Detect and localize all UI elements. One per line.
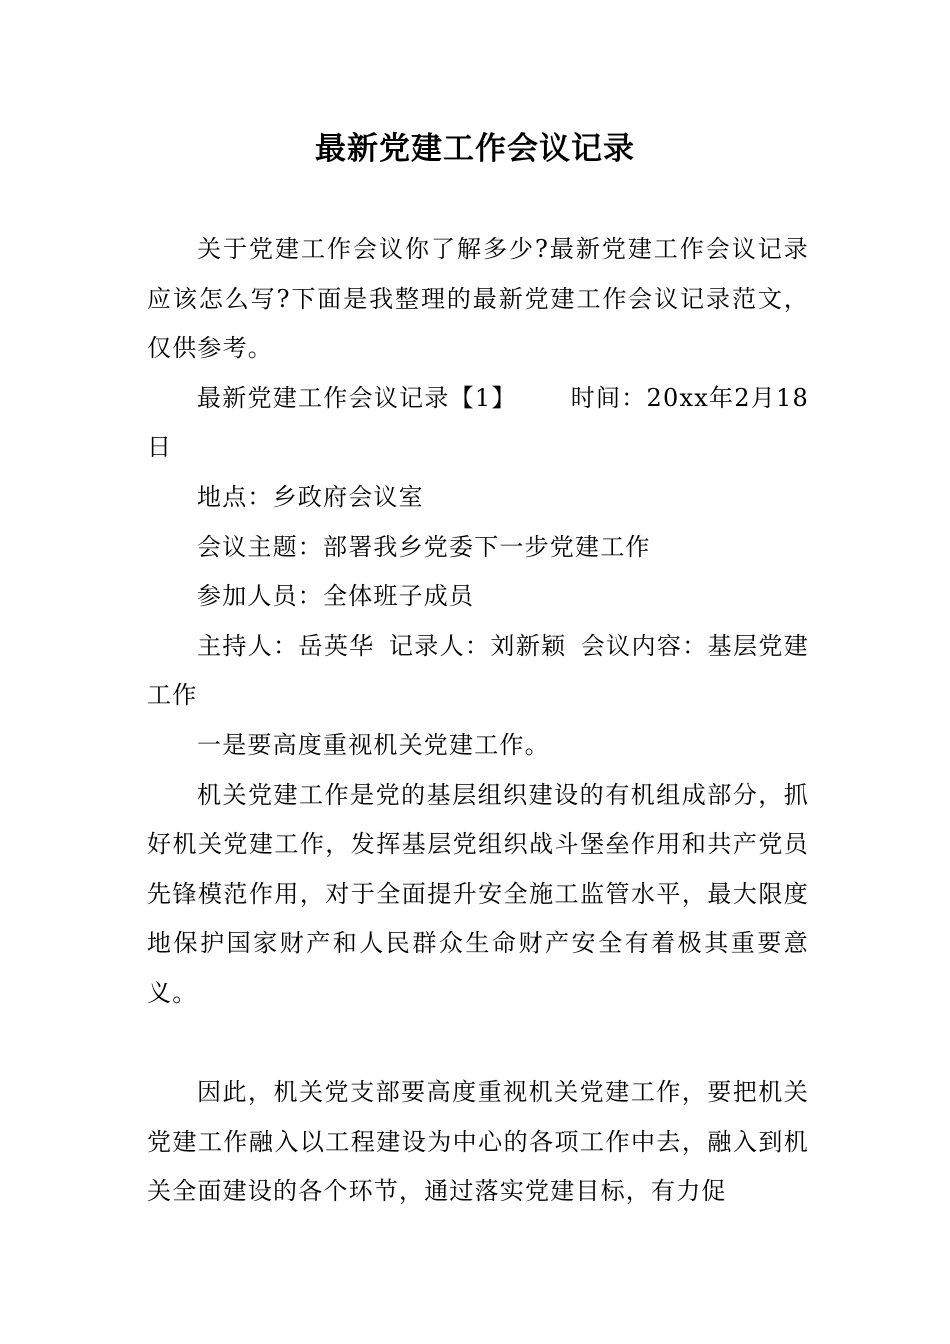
document-body bbox=[147, 225, 809, 1217]
intro-paragraph: 关于党建工作会议你了解多少?最新党建工作会议记录应该怎么写?下面是我整理的最新党建工作会议记录范文，仅供参考。 bbox=[147, 235, 809, 363]
body-paragraph-1: 机关党建工作是党的基层组织建设的有机组成部分，抓好机关党建工作，发挥基层党组织战斗堡垒作用和共产党员先锋模范作用，对于全面提升安全施工监管水平，最大限度地保护国家财产和人民群众生命财产安全有着极其重要意义。 bbox=[147, 780, 809, 1007]
record-heading-line bbox=[147, 374, 809, 473]
document-title: 最新党建工作会议记录 bbox=[315, 131, 635, 167]
body-paragraph-2: 因此，机关党支部要高度重视机关党建工作，要把机关党建工作融入以工程建设为中心的各项工作中去，融入到机关全面建设的各个环节，通过落实党建目标，有力促 bbox=[147, 1078, 809, 1206]
meeting-topic: 会议主题：部署我乡党委下一步党建工作 bbox=[197, 532, 651, 561]
record-heading: 最新党建工作会议记录【1】 bbox=[197, 383, 517, 412]
meeting-recorder: 记录人：刘新颖 bbox=[388, 631, 567, 660]
meeting-location: 地点：乡政府会议室 bbox=[197, 482, 424, 511]
meeting-roles-line bbox=[147, 622, 809, 721]
point-one: 一是要高度重视机关党建工作。 bbox=[197, 730, 550, 759]
meeting-content: 会议内容：基层党建工作 bbox=[147, 631, 809, 710]
meeting-attendees: 参加人员：全体班子成员 bbox=[197, 582, 475, 611]
meeting-host: 主持人：岳英华 bbox=[197, 631, 375, 660]
meeting-time: 时间：20xx年2月18日 bbox=[147, 383, 809, 462]
